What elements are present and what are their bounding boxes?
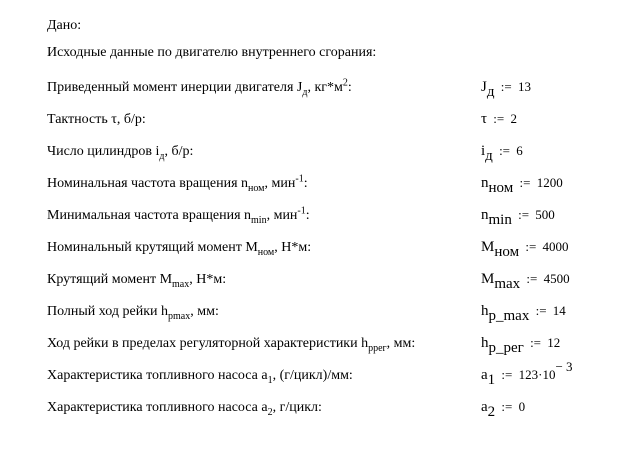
label-subscript: min [251,214,267,226]
assign-operator: := [498,399,516,414]
formula [481,303,566,324]
formula-subscript: 1 [487,372,496,388]
assign-operator: := [526,335,545,350]
label-unit: , мин [264,176,296,191]
label-text: Минимальная частота вращения n [47,208,252,223]
label-unit: , кг*м [307,80,343,95]
label-text: Число цилиндров i [47,144,160,159]
assign-operator: := [490,111,508,126]
formula-value: 2 [510,111,517,126]
label-text: Характеристика топливного насоса a [47,400,268,415]
label-subscript: д [302,86,308,98]
subtitle-text: Исходные данные по двигателю внутреннего сгорания: [47,45,377,60]
label-subscript: д [159,150,165,162]
label-text: Тактность τ, б/р: [47,112,146,127]
label-unit: , Н*м: [274,240,312,255]
formula-value: 1200 [536,175,563,190]
label-superscript: -1 [295,173,304,185]
label-unit: , б/р: [164,144,194,159]
label-subscript: 2 [267,406,273,418]
label-superscript: -1 [297,205,306,217]
formula-subscript: д [485,148,493,164]
formula-value: 0 [518,399,526,414]
formula [481,111,517,128]
label-text: Характеристика топливного насоса a [47,368,268,383]
formula-subscript: max [494,276,521,292]
formula-variable: h [481,335,489,351]
formula [481,239,569,260]
label-subscript: 1 [267,374,273,386]
label-unit: , мин [266,208,298,223]
formula-variable: M [481,239,495,255]
formula-variable: n [481,175,489,191]
parameter-label [47,205,310,226]
formula [481,79,531,100]
formula-variable: n [481,207,489,223]
formula [481,399,526,420]
label-text: Номинальная частота вращения n [47,176,249,191]
label-unit: , (г/цикл)/мм: [272,368,353,383]
parameter-label [47,77,352,98]
label-end: : [347,80,352,95]
label-unit: , мм: [386,336,416,351]
label-subscript: max [172,278,190,290]
label-text: Крутящий момент M [47,272,173,287]
formula-variable: i [481,143,486,159]
formula-subscript: p_max [488,308,530,324]
label-subscript: ном [248,182,265,194]
formula [481,207,555,228]
label-superscript: 2 [342,77,348,89]
formula [481,335,561,356]
parameter-label [47,336,415,352]
formula [481,175,563,196]
parameter-label [47,173,308,194]
assign-operator: := [495,143,514,158]
parameter-label [47,240,311,256]
formula [481,359,573,388]
label-unit: , г/цикл: [272,400,322,415]
label-end: : [303,176,308,191]
formula-subscript: min [488,212,512,228]
title-text: Дано: [47,18,82,33]
assign-operator: := [498,367,516,382]
label-text: Номинальный крутящий момент M [47,240,258,255]
assign-operator: := [523,271,541,286]
formula-value: 13 [517,79,531,94]
formula-exponent: − 3 [555,359,573,374]
formula-value: 6 [516,143,523,158]
formula-subscript: ном [494,244,520,260]
formula-subscript: ном [488,180,514,196]
formula-value: 123·10 [518,367,556,382]
formula-value: 14 [552,303,566,318]
parameter-label [47,112,146,128]
label-text: Ход рейки в пределах регуляторной характеристики h [47,336,369,351]
assign-operator: := [497,79,515,94]
parameter-label [47,304,219,320]
label-subscript: pmax [168,310,191,322]
parameter-label [47,368,353,384]
formula-variable: h [481,303,489,319]
label-unit: , мм: [190,304,219,319]
formula-variable: τ [481,111,488,127]
label-end: : [305,208,310,223]
assign-operator: := [514,207,533,222]
assign-operator: := [522,239,540,254]
formula-subscript: p_рег [488,340,524,356]
label-unit: , Н*м: [189,272,227,287]
label-text: Приведенный момент инерции двигателя J [47,80,303,95]
formula-subscript: 2 [487,404,496,420]
formula-variable: a [481,367,488,383]
label-subscript: ном [257,246,275,258]
parameter-label [47,400,322,416]
formula [481,143,523,164]
formula-variable: M [481,271,495,287]
formula-variable: a [481,399,488,415]
label-subscript: pрег [368,342,387,354]
formula-value: 4500 [543,271,570,286]
label-text: Полный ход рейки h [47,304,168,319]
parameter-label [47,272,226,288]
formula-subscript: д [486,84,495,100]
formula-value: 500 [535,207,555,222]
formula-value: 4000 [542,239,569,254]
formula [481,271,570,292]
formula-variable: J [481,79,487,95]
assign-operator: := [532,303,550,318]
assign-operator: := [516,175,534,190]
formula-value: 12 [547,335,561,350]
parameter-label [47,144,193,160]
